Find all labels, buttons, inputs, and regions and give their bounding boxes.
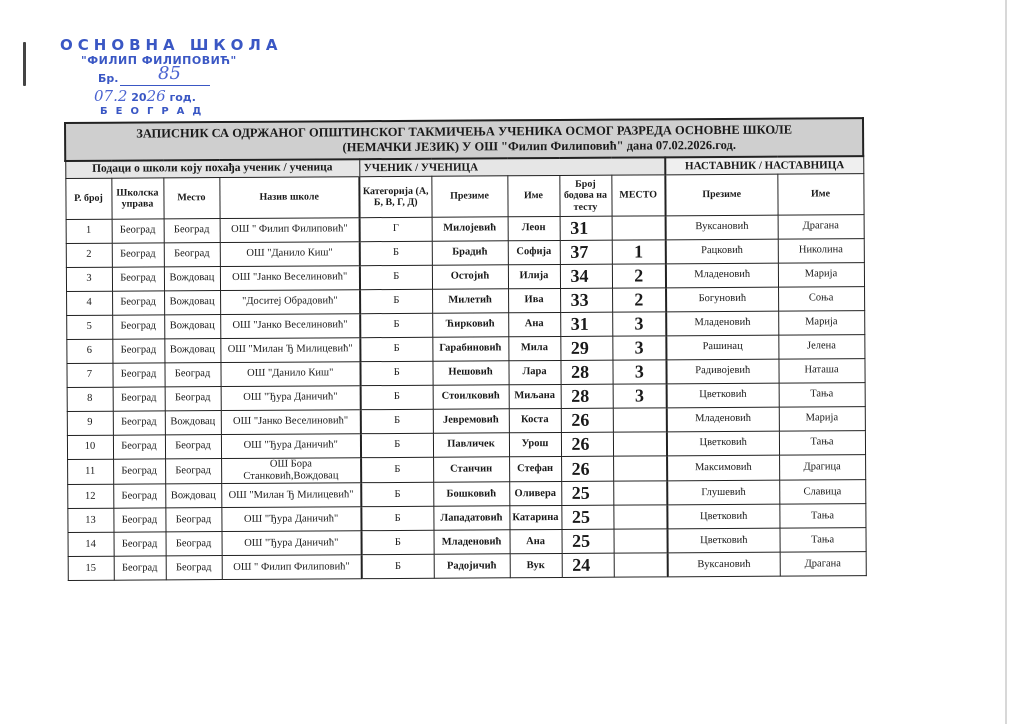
cell-teacher-firstname: Наташа	[778, 359, 864, 384]
document-title	[65, 118, 863, 161]
cell-place: Београд	[164, 363, 220, 387]
cell-category: Б	[360, 289, 432, 313]
cell-number: 13	[67, 508, 113, 532]
cell-score: 28	[561, 384, 613, 408]
cell-place: Београд	[164, 243, 220, 267]
cell-school-admin: Београд	[113, 435, 165, 459]
cell-firstname: Лара	[508, 360, 560, 384]
cell-school-name: ОШ " Филип Филиповић"	[220, 218, 360, 243]
cell-teacher-firstname: Тања	[779, 528, 865, 553]
table-row	[68, 552, 866, 581]
cell-teacher-surname: Рашинац	[666, 335, 778, 360]
cell-rank	[613, 432, 667, 456]
cell-teacher-firstname: Марија	[778, 311, 864, 336]
cell-school-admin: Београд	[113, 459, 165, 484]
title-line-2: (НЕМАЧКИ ЈЕЗИК) У ОШ "Филип Филиповић" дана 07.02.2026.год.	[342, 137, 736, 155]
cell-school-admin: Београд	[112, 219, 164, 243]
col-place: Место	[163, 178, 219, 219]
results-table	[64, 117, 867, 581]
cell-school-name: ОШ "Јанко Веселиновић"	[220, 266, 360, 291]
cell-surname: Остојић	[432, 265, 508, 289]
cell-category: Б	[360, 313, 432, 337]
cell-firstname: Илија	[508, 264, 560, 288]
cell-firstname: Оливера	[509, 482, 561, 506]
cell-teacher-surname: Младеновић	[666, 263, 778, 288]
column-header-row	[65, 174, 863, 220]
cell-surname: Бошковић	[433, 482, 509, 506]
cell-firstname: Катарина	[509, 506, 561, 530]
cell-school-name: ОШ "Ђура Даничић"	[221, 434, 361, 459]
results-sheet	[64, 117, 865, 581]
col-teacher-firstname: Име	[777, 174, 863, 216]
cell-school-name: ОШ "Јанко Веселиновић"	[221, 410, 361, 435]
cell-number: 1	[66, 219, 112, 243]
col-number: Р. број	[65, 178, 111, 219]
cell-category: Б	[362, 530, 434, 554]
cell-teacher-surname: Цветковић	[667, 504, 779, 529]
cell-teacher-surname: Вуксановић	[668, 552, 780, 577]
cell-teacher-surname: Цветковић	[667, 528, 779, 553]
cell-school-name: "Доситеј Обрадовић"	[220, 290, 360, 315]
cell-surname: Милетић	[432, 289, 508, 313]
col-surname: Презиме	[431, 176, 507, 217]
cell-surname: Милојевић	[432, 217, 508, 241]
cell-school-admin: Београд	[112, 267, 164, 291]
cell-teacher-firstname: Соња	[778, 287, 864, 312]
cell-place: Београд	[165, 435, 221, 459]
cell-firstname: Стефан	[509, 456, 561, 481]
cell-teacher-firstname: Јелена	[778, 335, 864, 360]
cell-score: 28	[560, 360, 612, 384]
cell-rank	[613, 505, 667, 529]
cell-school-name: ОШ "Јанко Веселиновић"	[220, 314, 360, 339]
school-stamp	[58, 36, 358, 120]
cell-teacher-firstname: Тања	[779, 431, 865, 456]
cell-rank	[613, 408, 667, 432]
cell-score: 26	[561, 408, 613, 432]
stamp-date-year: 26	[146, 87, 166, 105]
col-category: Категорија (А, Б, В, Г, Д)	[359, 176, 431, 217]
col-school-admin: Школска управа	[111, 178, 163, 219]
stamp-number-line	[120, 85, 210, 86]
cell-school-admin: Београд	[112, 315, 164, 339]
cell-number: 3	[66, 267, 112, 291]
cell-category: Г	[360, 217, 432, 241]
cell-firstname: Миљана	[509, 384, 561, 408]
col-teacher-surname: Презиме	[665, 174, 777, 216]
cell-surname: Ћирковић	[432, 313, 508, 337]
cell-school-admin: Београд	[113, 484, 165, 508]
cell-teacher-firstname: Драгана	[778, 215, 864, 240]
cell-surname: Станчин	[433, 457, 509, 483]
cell-rank	[613, 456, 667, 481]
cell-number: 15	[68, 556, 114, 580]
title-row	[65, 118, 863, 161]
cell-place: Београд	[164, 219, 220, 243]
stamp-school-name: "ФИЛИП ФИЛИПОВИЋ"	[81, 54, 237, 67]
stamp-date-century: 20	[131, 91, 147, 104]
cell-rank: 2	[612, 288, 666, 312]
cell-teacher-surname: Богуновић	[666, 287, 778, 312]
cell-number: 11	[67, 459, 113, 484]
cell-surname: Павличек	[433, 433, 509, 457]
cell-teacher-firstname: Николина	[778, 239, 864, 264]
cell-category: Б	[360, 265, 432, 289]
cell-firstname: Ана	[508, 312, 560, 336]
cell-score: 33	[560, 288, 612, 312]
cell-teacher-firstname: Тања	[779, 383, 865, 408]
cell-school-admin: Београд	[113, 508, 165, 532]
cell-place: Вождовац	[164, 339, 220, 363]
cell-rank	[613, 529, 667, 553]
cell-surname: Радојичић	[434, 554, 510, 578]
cell-number: 2	[66, 243, 112, 267]
cell-teacher-surname: Младеновић	[666, 311, 778, 336]
cell-school-name: ОШ "Ђура Даничић"	[221, 386, 361, 411]
cell-score: 37	[560, 240, 612, 264]
cell-category: Б	[361, 385, 433, 409]
cell-firstname: Мила	[508, 336, 560, 360]
cell-score: 25	[561, 481, 613, 505]
cell-score: 31	[560, 312, 612, 336]
cell-teacher-surname: Радивојевић	[666, 359, 778, 384]
cell-firstname: Урош	[509, 432, 561, 456]
cell-surname: Јевремовић	[433, 409, 509, 433]
cell-place: Београд	[165, 459, 221, 484]
cell-place: Вождовац	[164, 315, 220, 339]
cell-school-name: ОШ "Милан Ђ Милицевић"	[220, 338, 360, 363]
cell-teacher-firstname: Марија	[779, 407, 865, 432]
cell-rank: 3	[613, 384, 667, 408]
cell-score: 24	[562, 553, 614, 577]
cell-firstname: Ана	[510, 530, 562, 554]
cell-category: Б	[361, 506, 433, 530]
cell-score: 25	[561, 505, 613, 529]
cell-rank: 3	[612, 336, 666, 360]
cell-number: 12	[67, 484, 113, 508]
cell-teacher-firstname: Славица	[779, 480, 865, 505]
cell-school-admin: Београд	[113, 387, 165, 411]
cell-category: Б	[361, 433, 433, 457]
cell-score: 29	[560, 336, 612, 360]
col-rank: МЕСТО	[611, 175, 665, 216]
cell-category: Б	[361, 409, 433, 433]
cell-number: 7	[66, 363, 112, 387]
cell-place: Београд	[166, 532, 222, 556]
cell-score: 34	[560, 264, 612, 288]
cell-school-admin: Београд	[112, 339, 164, 363]
title-line-1: ЗАПИСНИК СА ОДРЖАНОГ ОПШТИНСКОГ ТАКМИЧЕЊА УЧЕНИКА ОСМОГ РАЗРЕДА ОСНОВНЕ ШКОЛЕ	[136, 122, 793, 141]
col-score: Број бодова на тесту	[559, 175, 611, 216]
cell-rank: 3	[612, 360, 666, 384]
cell-number: 5	[66, 315, 112, 339]
cell-category: Б	[361, 457, 433, 483]
cell-score: 26	[561, 456, 613, 481]
col-firstname: Име	[507, 175, 559, 216]
cell-rank: 2	[612, 264, 666, 288]
cell-teacher-surname: Младеновић	[667, 407, 779, 432]
cell-place: Вождовац	[164, 291, 220, 315]
cell-category: Б	[361, 482, 433, 506]
cell-place: Београд	[166, 556, 222, 580]
cell-place: Београд	[165, 387, 221, 411]
cell-teacher-surname: Цветковић	[667, 383, 779, 408]
stamp-date-month: 2	[117, 87, 128, 105]
cell-teacher-surname: Вуксановић	[666, 215, 778, 240]
group-student: УЧЕНИК / УЧЕНИЦА	[359, 157, 665, 176]
col-school-name: Назив школе	[219, 177, 359, 219]
stamp-date-day: 07.	[94, 87, 118, 105]
page-edge	[1005, 0, 1007, 724]
cell-surname: Лападатовић	[433, 506, 509, 530]
cell-category: Б	[360, 361, 432, 385]
cell-rank: 3	[612, 312, 666, 336]
cell-school-name: ОШ "Данило Киш"	[220, 362, 360, 387]
margin-mark	[23, 42, 26, 86]
cell-surname: Нешовић	[432, 361, 508, 385]
cell-school-name: ОШ " Филип Филиповић"	[222, 555, 362, 580]
stamp-number-label: Бр.	[98, 72, 119, 85]
stamp-date	[94, 87, 196, 107]
cell-school-name: ОШ "Милан Ђ Милицевић"	[221, 483, 361, 508]
cell-school-admin: Београд	[113, 411, 165, 435]
group-teacher: НАСТАВНИК / НАСТАВНИЦА	[665, 156, 863, 175]
cell-school-name: ОШ "Ђура Даничић"	[222, 531, 362, 556]
cell-teacher-firstname: Драгана	[780, 552, 866, 577]
cell-number: 4	[66, 291, 112, 315]
cell-category: Б	[362, 554, 434, 578]
cell-school-name: ОШ Бора Станковић,Вождовац	[221, 458, 361, 484]
cell-rank	[613, 481, 667, 505]
cell-surname: Младеновић	[434, 530, 510, 554]
cell-school-admin: Београд	[112, 291, 164, 315]
cell-number: 14	[68, 532, 114, 556]
cell-teacher-surname: Цветковић	[667, 431, 779, 456]
cell-number: 8	[67, 387, 113, 411]
cell-firstname: Коста	[509, 408, 561, 432]
stamp-handwritten-number: 85	[158, 63, 181, 84]
cell-score: 25	[561, 529, 613, 553]
cell-school-admin: Београд	[114, 532, 166, 556]
cell-place: Вождовац	[165, 484, 221, 508]
cell-firstname: Леон	[508, 216, 560, 240]
cell-surname: Стоилковић	[433, 385, 509, 409]
cell-teacher-surname: Глушевић	[667, 480, 779, 505]
cell-rank: 1	[612, 240, 666, 264]
cell-school-name: ОШ "Ђура Даничић"	[221, 507, 361, 532]
cell-school-admin: Београд	[112, 243, 164, 267]
stamp-date-suffix: год.	[169, 91, 196, 104]
cell-school-name: ОШ "Данило Киш"	[220, 242, 360, 267]
cell-teacher-firstname: Марија	[778, 263, 864, 288]
cell-rank	[612, 216, 666, 240]
cell-teacher-firstname: Драгица	[779, 455, 865, 481]
cell-teacher-firstname: Тања	[779, 504, 865, 529]
cell-school-admin: Београд	[112, 363, 164, 387]
cell-place: Вождовац	[165, 411, 221, 435]
cell-firstname: Софија	[508, 240, 560, 264]
cell-number: 6	[66, 339, 112, 363]
cell-category: Б	[360, 337, 432, 361]
cell-number: 9	[67, 411, 113, 435]
cell-rank	[614, 553, 668, 577]
group-school-info: Подаци о школи коју похађа ученик / ученица	[65, 159, 359, 178]
cell-score: 31	[560, 216, 612, 240]
cell-number: 10	[67, 435, 113, 459]
cell-school-admin: Београд	[114, 556, 166, 580]
cell-place: Београд	[165, 508, 221, 532]
cell-firstname: Ива	[508, 288, 560, 312]
stamp-city: БЕОГРАД	[100, 106, 210, 117]
cell-surname: Брадић	[432, 241, 508, 265]
cell-teacher-surname: Рацковић	[666, 239, 778, 264]
cell-surname: Гарабиновић	[432, 337, 508, 361]
cell-firstname: Вук	[510, 554, 562, 578]
cell-score: 26	[561, 432, 613, 456]
cell-teacher-surname: Максимовић	[667, 455, 779, 481]
cell-place: Вождовац	[164, 267, 220, 291]
stamp-school: ОСНОВНА ШКОЛА	[60, 36, 283, 54]
cell-category: Б	[360, 241, 432, 265]
